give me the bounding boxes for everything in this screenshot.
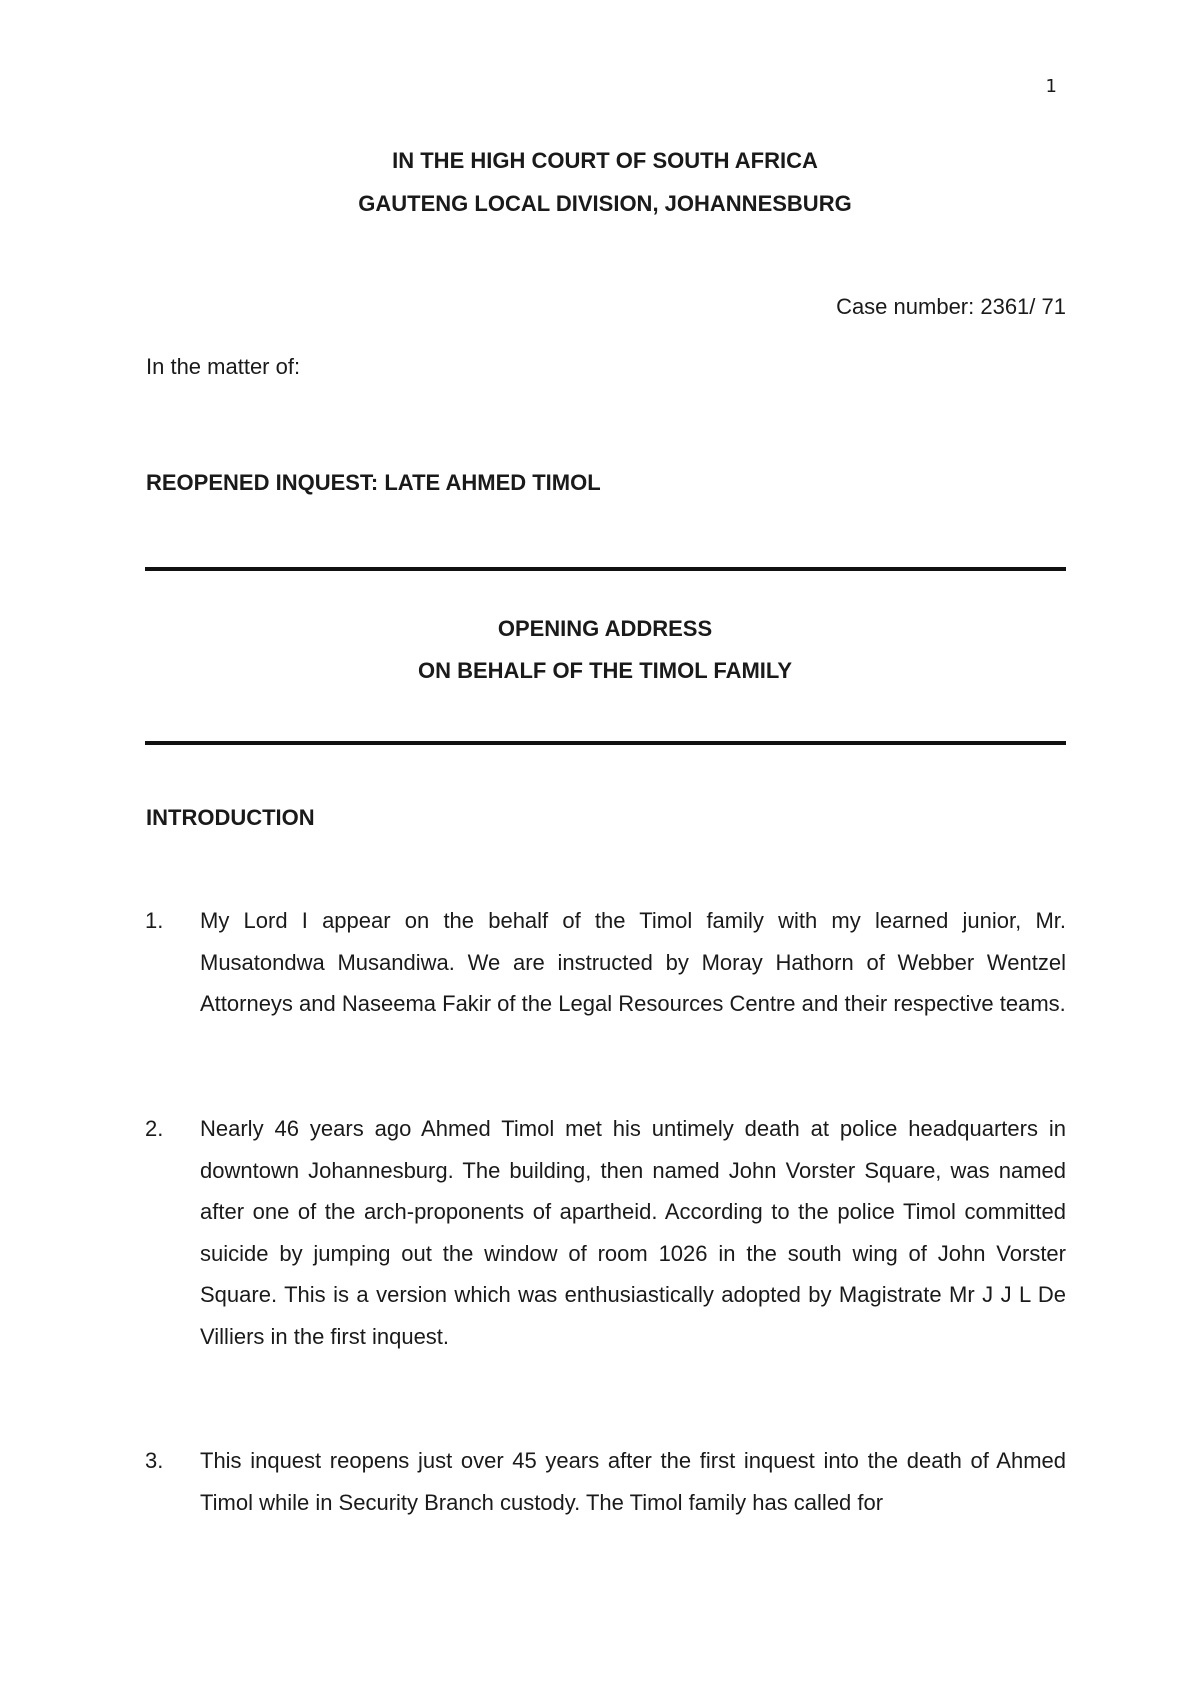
paragraph-text: Nearly 46 years ago Ahmed Timol met his untimely death at police headquarters in downtown Johannesburg. The building, then named John Vorster Square, was named after one of the arch-proponents of apartheid. According to the police Timol committed suicide by jumping out the window of room 1026 in the south wing of John Vorster Square. This is a version which was enthusiastically adopted by Magistrate Mr J J L De Villiers in the first inquest. <box>200 1116 1066 1349</box>
paragraph-1 <box>145 900 1066 1025</box>
paragraph-3 <box>145 1440 1066 1523</box>
top-divider <box>145 567 1066 571</box>
court-name: IN THE HIGH COURT OF SOUTH AFRICA <box>392 148 818 173</box>
matter-title: REOPENED INQUEST: LATE AHMED TIMOL <box>146 470 601 495</box>
section-heading: INTRODUCTION <box>146 805 315 830</box>
paragraph-number: 3. <box>145 1448 164 1473</box>
in-the-matter-of: In the matter of: <box>146 354 301 379</box>
paragraph-number: 1. <box>145 908 164 933</box>
case-number: Case number: 2361/ 71 <box>836 294 1066 319</box>
document-subtitle: ON BEHALF OF THE TIMOL FAMILY <box>418 658 792 683</box>
page-number: 1 <box>1045 76 1057 97</box>
court-division: GAUTENG LOCAL DIVISION, JOHANNESBURG <box>358 191 852 216</box>
paragraph-text: My Lord I appear on the behalf of the Timol family with my learned junior, Mr. Musatondwa Musandiwa. We are instructed by Moray Hathorn of Webber Wentzel Attorneys and Naseema Fakir of the Legal Resources Centre and their respective teams. <box>200 908 1066 1016</box>
bottom-divider <box>145 741 1066 745</box>
paragraph-number: 2. <box>145 1116 164 1141</box>
paragraph-text: This inquest reopens just over 45 years after the first inquest into the death of Ahmed Timol while in Security Branch custody. The Timol family has called for <box>200 1448 1066 1515</box>
document-title: OPENING ADDRESS <box>497 616 713 641</box>
paragraph-2 <box>145 1108 1066 1357</box>
